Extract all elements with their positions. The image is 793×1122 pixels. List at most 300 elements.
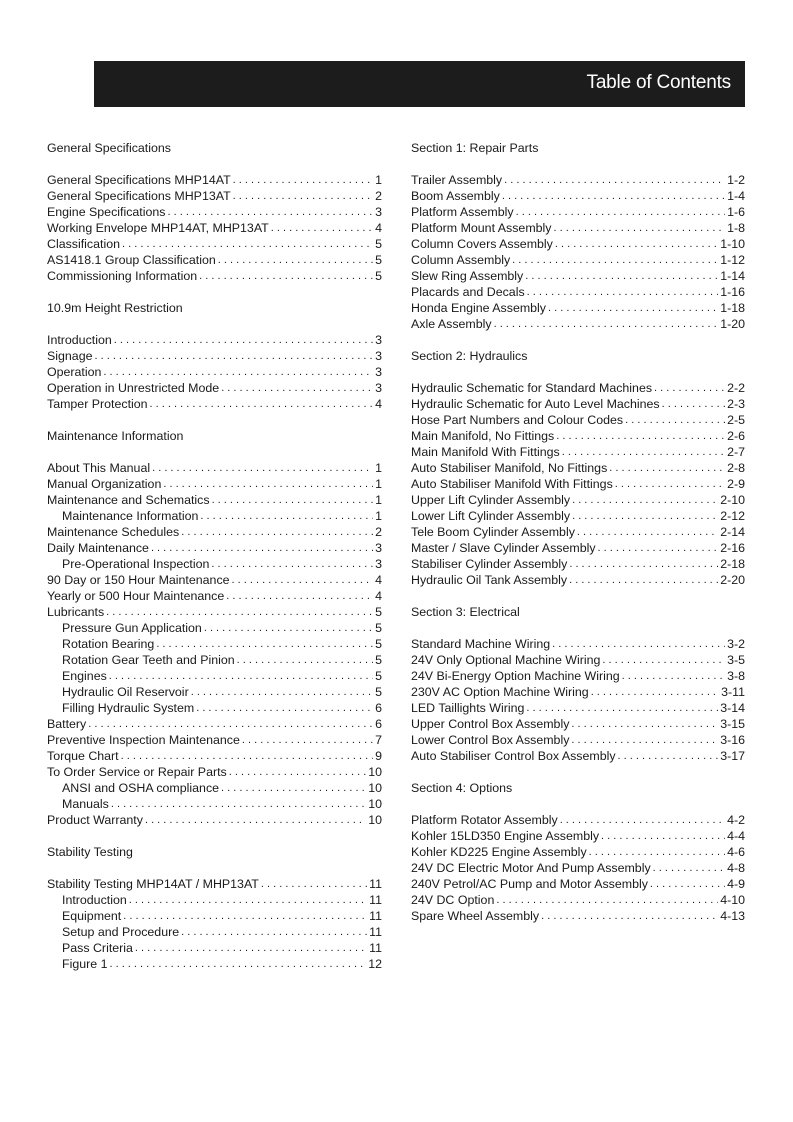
toc-entry-page-number: 3-14 <box>720 701 745 715</box>
toc-entry[interactable] <box>411 684 745 700</box>
dot-leader <box>552 636 725 652</box>
dot-leader <box>152 460 373 476</box>
toc-entry-title: Hydraulic Schematic for Standard Machines <box>411 381 653 395</box>
toc-entry-page-number: 11 <box>369 909 382 923</box>
dot-leader <box>233 188 373 204</box>
toc-entry[interactable] <box>411 668 745 684</box>
toc-entry-page-number: 4-9 <box>727 877 745 891</box>
toc-entry[interactable] <box>411 524 745 540</box>
toc-entry[interactable] <box>47 620 382 636</box>
dot-leader <box>261 876 367 892</box>
toc-entry-title: Stability Testing MHP14AT / MHP13AT <box>47 877 259 891</box>
toc-entry-title: Preventive Inspection Maintenance <box>47 733 240 747</box>
toc-entry[interactable] <box>411 380 745 396</box>
toc-entry-page-number: 3-15 <box>720 717 745 731</box>
toc-entry[interactable] <box>411 908 745 924</box>
toc-entry-page-number: 2-3 <box>727 397 745 411</box>
toc-entry-page-number: 1-20 <box>720 317 745 331</box>
dot-leader <box>541 908 718 924</box>
toc-entry-page-number: 1-18 <box>720 301 745 315</box>
toc-entry[interactable] <box>47 700 382 716</box>
toc-entry[interactable] <box>411 252 745 268</box>
toc-entry-page-number: 3-16 <box>720 733 745 747</box>
toc-entry-page-number: 3 <box>375 381 382 395</box>
toc-entry-title: Platform Mount Assembly <box>411 221 552 235</box>
dot-leader <box>156 636 373 652</box>
toc-entry[interactable] <box>47 636 382 652</box>
toc-entry-title: Manuals <box>62 797 109 811</box>
toc-entry[interactable] <box>47 364 382 380</box>
section-heading: General Specifications <box>47 141 171 155</box>
toc-entry[interactable] <box>411 556 745 572</box>
toc-column-left <box>47 140 382 972</box>
toc-entry[interactable] <box>411 188 745 204</box>
toc-entry[interactable] <box>47 396 382 412</box>
dot-leader <box>226 588 373 604</box>
toc-entry-title: Pressure Gun Application <box>62 621 202 635</box>
toc-entry-title: Working Envelope MHP14AT, MHP13AT <box>47 221 269 235</box>
toc-entry-page-number: 1 <box>375 173 382 187</box>
toc-entry-title: 24V DC Option <box>411 893 495 907</box>
toc-entry-page-number: 5 <box>375 621 382 635</box>
toc-entry-page-number: 2-5 <box>727 413 745 427</box>
dot-leader <box>151 540 373 556</box>
dot-leader <box>218 252 373 268</box>
toc-entry-page-number: 1 <box>375 509 382 523</box>
dot-leader <box>191 684 373 700</box>
toc-entry-title: Signage <box>47 349 93 363</box>
dot-leader <box>122 236 373 252</box>
toc-entry[interactable] <box>47 188 382 204</box>
toc-entry-title: General Specifications MHP13AT <box>47 189 231 203</box>
dot-leader <box>622 668 725 684</box>
toc-entry[interactable] <box>47 908 382 924</box>
toc-entry[interactable] <box>411 508 745 524</box>
toc-entry-page-number: 2 <box>375 189 382 203</box>
toc-entry-page-number: 3 <box>375 365 382 379</box>
toc-entry-page-number: 2-9 <box>727 477 745 491</box>
dot-leader <box>589 844 725 860</box>
toc-entry-title: ANSI and OSHA compliance <box>62 781 220 795</box>
dot-leader <box>181 924 367 940</box>
section-heading: Stability Testing <box>47 845 133 859</box>
toc-entry-page-number: 3 <box>375 205 382 219</box>
toc-entry-title: To Order Service or Repair Parts <box>47 765 227 779</box>
toc-entry-page-number: 5 <box>375 653 382 667</box>
toc-entry-page-number: 12 <box>368 957 382 971</box>
title-bar <box>94 61 745 107</box>
dot-leader <box>196 700 373 716</box>
toc-entry-page-number: 1-12 <box>720 253 745 267</box>
dot-leader <box>135 940 367 956</box>
toc-entry-page-number: 2-2 <box>727 381 745 395</box>
toc-entry-page-number: 3-17 <box>720 749 745 763</box>
toc-entry[interactable] <box>47 780 382 796</box>
toc-entry-title: Maintenance and Schematics <box>47 493 210 507</box>
toc-entry-title: Filling Hydraulic System <box>62 701 195 715</box>
dot-leader <box>591 684 719 700</box>
toc-entry-page-number: 7 <box>375 733 382 747</box>
dot-leader <box>560 812 725 828</box>
toc-entry-title: Equipment <box>62 909 122 923</box>
toc-entry-page-number: 3-5 <box>727 653 745 667</box>
toc-entry-title: Operation in Unrestricted Mode <box>47 381 220 395</box>
toc-entry[interactable] <box>47 812 382 828</box>
toc-entry[interactable] <box>411 860 745 876</box>
toc-entry-page-number: 4-2 <box>727 813 745 827</box>
toc-entry-title: LED Taillights Wiring <box>411 701 525 715</box>
toc-entry[interactable] <box>47 764 382 780</box>
dot-leader <box>650 876 725 892</box>
dot-leader <box>129 892 367 908</box>
dot-leader <box>571 732 718 748</box>
toc-entry-title: Introduction <box>47 333 112 347</box>
toc-entry-title: Auto Stabiliser Manifold, No Fittings <box>411 461 608 475</box>
toc-entry[interactable] <box>411 828 745 844</box>
toc-entry-page-number: 5 <box>375 605 382 619</box>
toc-entry[interactable] <box>47 684 382 700</box>
toc-entry-title: Honda Engine Assembly <box>411 301 547 315</box>
dot-leader <box>114 332 373 348</box>
toc-entry[interactable] <box>411 572 745 588</box>
toc-entry[interactable] <box>47 956 382 972</box>
toc-entry-title: Introduction <box>62 893 127 907</box>
toc-entry-title: Maintenance Schedules <box>47 525 180 539</box>
toc-entry-page-number: 3-2 <box>727 637 745 651</box>
dot-leader <box>88 716 373 732</box>
dot-leader <box>598 540 719 556</box>
page-title: Table of Contents <box>586 72 731 93</box>
toc-entry[interactable] <box>411 428 745 444</box>
toc-entry-page-number: 4-6 <box>727 845 745 859</box>
toc-entry-page-number: 3 <box>375 557 382 571</box>
dot-leader <box>181 524 373 540</box>
toc-entry[interactable] <box>47 668 382 684</box>
dot-leader <box>577 524 718 540</box>
toc-entry-title: Master / Slave Cylinder Assembly <box>411 541 596 555</box>
toc-entry-title: Spare Wheel Assembly <box>411 909 540 923</box>
dot-leader <box>211 556 373 572</box>
toc-entry-page-number: 5 <box>375 685 382 699</box>
toc-entry-title: Pass Criteria <box>62 941 133 955</box>
dot-leader <box>662 396 725 412</box>
toc-entry[interactable] <box>47 204 382 220</box>
toc-entry-title: Upper Control Box Assembly <box>411 717 570 731</box>
dot-leader <box>212 492 374 508</box>
dot-leader <box>145 812 366 828</box>
dot-leader <box>163 476 373 492</box>
toc-entry-title: Tele Boom Cylinder Assembly <box>411 525 575 539</box>
toc-entry-title: Tamper Protection <box>47 397 148 411</box>
toc-entry[interactable] <box>47 332 382 348</box>
dot-leader <box>512 252 718 268</box>
toc-entry-page-number: 4-4 <box>727 829 745 843</box>
toc-entry[interactable] <box>411 812 745 828</box>
toc-entry-page-number: 4-13 <box>720 909 745 923</box>
dot-leader <box>233 172 373 188</box>
dot-leader <box>229 764 366 780</box>
dot-leader <box>150 396 374 412</box>
toc-entry[interactable] <box>47 252 382 268</box>
toc-entry-title: Main Manifold, No Fittings <box>411 429 555 443</box>
toc-entry[interactable] <box>411 284 745 300</box>
toc-entry-page-number: 3-11 <box>721 685 745 699</box>
toc-entry[interactable] <box>47 876 382 892</box>
toc-entry-title: Axle Assembly <box>411 317 492 331</box>
toc-entry[interactable] <box>411 492 745 508</box>
toc-entry-title: Stabiliser Cylinder Assembly <box>411 557 568 571</box>
toc-entry-title: Classification <box>47 237 120 251</box>
toc-entry[interactable] <box>47 716 382 732</box>
toc-entry-title: Placards and Decals <box>411 285 525 299</box>
toc-entry-page-number: 1-10 <box>720 237 745 251</box>
dot-leader <box>242 732 373 748</box>
toc-entry[interactable] <box>411 444 745 460</box>
section-heading: Section 3: Electrical <box>411 605 520 619</box>
toc-entry-page-number: 4 <box>375 397 382 411</box>
toc-entry-page-number: 2-14 <box>720 525 745 539</box>
toc-entry-title: Hydraulic Schematic for Auto Level Machines <box>411 397 660 411</box>
toc-entry[interactable] <box>411 300 745 316</box>
toc-entry-title: Platform Rotator Assembly <box>411 813 558 827</box>
toc-entry-title: Commissioning Information <box>47 269 198 283</box>
dot-leader <box>601 828 725 844</box>
toc-entry-title: 90 Day or 150 Hour Maintenance <box>47 573 230 587</box>
toc-entry-page-number: 11 <box>369 941 382 955</box>
dot-leader <box>615 476 725 492</box>
toc-entry[interactable] <box>47 236 382 252</box>
toc-entry-page-number: 6 <box>375 701 382 715</box>
toc-entry-page-number: 2 <box>375 525 382 539</box>
toc-entry-title: Lower Control Box Assembly <box>411 733 570 747</box>
dot-leader <box>569 572 718 588</box>
toc-entry[interactable] <box>411 220 745 236</box>
toc-entry-page-number: 2-16 <box>720 541 745 555</box>
toc-entry-title: Operation <box>47 365 102 379</box>
toc-entry[interactable] <box>47 572 382 588</box>
toc-entry-title: Upper Lift Cylinder Assembly <box>411 493 571 507</box>
toc-entry-title: Hydraulic Oil Tank Assembly <box>411 573 568 587</box>
toc-entry[interactable] <box>411 204 745 220</box>
toc-entry-page-number: 3 <box>375 541 382 555</box>
section-heading: Section 2: Hydraulics <box>411 349 528 363</box>
dot-leader <box>556 428 725 444</box>
toc-entry[interactable] <box>411 636 745 652</box>
dot-leader <box>526 700 718 716</box>
toc-entry-page-number: 1-8 <box>727 221 745 235</box>
toc-entry-page-number: 9 <box>375 749 382 763</box>
dot-leader <box>609 460 725 476</box>
toc-entry[interactable] <box>47 588 382 604</box>
toc-entry[interactable] <box>47 732 382 748</box>
toc-entry[interactable] <box>47 556 382 572</box>
toc-entry[interactable] <box>411 476 745 492</box>
toc-entry-title: Column Assembly <box>411 253 511 267</box>
dot-leader <box>572 508 718 524</box>
toc-entry-page-number: 3 <box>375 349 382 363</box>
toc-entry-page-number: 10 <box>368 765 382 779</box>
toc-entry[interactable] <box>411 732 745 748</box>
toc-entry[interactable] <box>47 604 382 620</box>
dot-leader <box>653 860 725 876</box>
dot-leader <box>527 284 719 300</box>
toc-entry-page-number: 2-8 <box>727 461 745 475</box>
dot-leader <box>555 236 718 252</box>
toc-entry[interactable] <box>47 220 382 236</box>
toc-entry-title: Manual Organization <box>47 477 162 491</box>
toc-entry-title: Battery <box>47 717 87 731</box>
toc-entry[interactable] <box>411 748 745 764</box>
toc-entry-title: AS1418.1 Group Classification <box>47 253 216 267</box>
toc-entry-title: Daily Maintenance <box>47 541 149 555</box>
toc-entry-title: Lower Lift Cylinder Assembly <box>411 509 571 523</box>
dot-leader <box>516 204 725 220</box>
toc-entry-title: General Specifications MHP14AT <box>47 173 231 187</box>
dot-leader <box>167 204 373 220</box>
toc-entry-title: 24V DC Electric Motor And Pump Assembly <box>411 861 651 875</box>
toc-entry-page-number: 4-8 <box>727 861 745 875</box>
toc-entry[interactable] <box>411 316 745 332</box>
toc-entry[interactable] <box>411 172 745 188</box>
toc-entry-page-number: 1-6 <box>727 205 745 219</box>
toc-entry[interactable] <box>47 492 382 508</box>
toc-entry-page-number: 2-18 <box>720 557 745 571</box>
dot-leader <box>502 188 725 204</box>
toc-entry-page-number: 4 <box>375 573 382 587</box>
toc-entry[interactable] <box>47 268 382 284</box>
toc-entry-page-number: 1-2 <box>727 173 745 187</box>
toc-entry[interactable] <box>411 716 745 732</box>
toc-entry-title: Setup and Procedure <box>62 925 180 939</box>
toc-entry-title: 240V Petrol/AC Pump and Motor Assembly <box>411 877 648 891</box>
toc-entry[interactable] <box>47 476 382 492</box>
section-heading: 10.9m Height Restriction <box>47 301 183 315</box>
dot-leader <box>121 748 373 764</box>
toc-entry[interactable] <box>47 924 382 940</box>
toc-entry-page-number: 1-4 <box>727 189 745 203</box>
dot-leader <box>237 652 373 668</box>
toc-entry[interactable] <box>47 460 382 476</box>
toc-entry-title: Trailer Assembly <box>411 173 503 187</box>
toc-entry-title: Kohler 15LD350 Engine Assembly <box>411 829 600 843</box>
toc-entry[interactable] <box>47 380 382 396</box>
dot-leader <box>109 956 366 972</box>
toc-entry[interactable] <box>411 892 745 908</box>
toc-entry-page-number: 10 <box>368 781 382 795</box>
toc-entry-title: 24V Bi-Energy Option Machine Wiring <box>411 669 620 683</box>
toc-entry-page-number: 5 <box>375 253 382 267</box>
toc-entry-page-number: 5 <box>375 237 382 251</box>
toc-entry[interactable] <box>411 652 745 668</box>
dot-leader <box>618 748 719 764</box>
dot-leader <box>221 380 373 396</box>
dot-leader <box>271 220 373 236</box>
toc-entry-page-number: 6 <box>375 717 382 731</box>
dot-leader <box>204 620 373 636</box>
toc-entry[interactable] <box>411 876 745 892</box>
dot-leader <box>103 364 373 380</box>
toc-entry-title: Standard Machine Wiring <box>411 637 551 651</box>
dot-leader <box>571 716 718 732</box>
toc-entry-page-number: 2-12 <box>720 509 745 523</box>
toc-entry[interactable] <box>411 540 745 556</box>
toc-entry[interactable] <box>47 892 382 908</box>
toc-entry-page-number: 1 <box>375 477 382 491</box>
dot-leader <box>553 220 725 236</box>
toc-entry-title: Engines <box>62 669 107 683</box>
toc-entry[interactable] <box>411 268 745 284</box>
dot-leader <box>562 444 725 460</box>
toc-entry-title: Pre-Operational Inspection <box>62 557 210 571</box>
toc-entry-title: Lubricants <box>47 605 105 619</box>
dot-leader <box>106 604 373 620</box>
toc-entry[interactable] <box>411 396 745 412</box>
dot-leader <box>200 508 373 524</box>
toc-entry-title: About This Manual <box>47 461 151 475</box>
toc-entry-title: Figure 1 <box>62 957 108 971</box>
dot-leader <box>504 172 725 188</box>
toc-entry-page-number: 4-10 <box>720 893 745 907</box>
toc-entry-title: Engine Specifications <box>47 205 166 219</box>
toc-entry[interactable] <box>47 540 382 556</box>
toc-entry-page-number: 4 <box>375 589 382 603</box>
toc-entry[interactable] <box>411 236 745 252</box>
dot-leader <box>494 316 719 332</box>
toc-entry-title: Boom Assembly <box>411 189 500 203</box>
toc-entry-page-number: 4 <box>375 221 382 235</box>
toc-entry-title: Kohler KD225 Engine Assembly <box>411 845 587 859</box>
dot-leader <box>109 668 373 684</box>
toc-entry[interactable] <box>411 460 745 476</box>
toc-entry-page-number: 2-10 <box>720 493 745 507</box>
toc-entry-page-number: 1 <box>375 461 382 475</box>
toc-entry-page-number: 3-8 <box>727 669 745 683</box>
toc-entry-page-number: 1-16 <box>720 285 745 299</box>
toc-entry-page-number: 3 <box>375 333 382 347</box>
toc-entry-title: Column Covers Assembly <box>411 237 553 251</box>
toc-entry[interactable] <box>47 796 382 812</box>
toc-entry-page-number: 11 <box>369 893 382 907</box>
toc-entry-title: Yearly or 500 Hour Maintenance <box>47 589 225 603</box>
toc-entry-title: Main Manifold With Fittings <box>411 445 560 459</box>
dot-leader <box>496 892 718 908</box>
toc-entry[interactable] <box>47 508 382 524</box>
toc-entry[interactable] <box>47 172 382 188</box>
dot-leader <box>525 268 718 284</box>
toc-entry[interactable] <box>47 652 382 668</box>
toc-entry[interactable] <box>47 940 382 956</box>
toc-entry-page-number: 10 <box>368 797 382 811</box>
toc-entry[interactable] <box>47 348 382 364</box>
toc-entry[interactable] <box>411 412 745 428</box>
dot-leader <box>199 268 373 284</box>
dot-leader <box>123 908 367 924</box>
toc-entry[interactable] <box>47 748 382 764</box>
toc-entry[interactable] <box>47 524 382 540</box>
dot-leader <box>625 412 725 428</box>
toc-entry[interactable] <box>411 700 745 716</box>
toc-entry-page-number: 2-7 <box>727 445 745 459</box>
toc-entry-page-number: 5 <box>375 637 382 651</box>
toc-entry-page-number: 11 <box>369 925 382 939</box>
toc-entry-title: Auto Stabiliser Control Box Assembly <box>411 749 616 763</box>
section-heading: Section 1: Repair Parts <box>411 141 539 155</box>
toc-entry-title: Hose Part Numbers and Colour Codes <box>411 413 624 427</box>
dot-leader <box>572 492 718 508</box>
toc-entry[interactable] <box>411 844 745 860</box>
toc-entry-page-number: 5 <box>375 669 382 683</box>
toc-entry-title: Rotation Gear Teeth and Pinion <box>62 653 235 667</box>
